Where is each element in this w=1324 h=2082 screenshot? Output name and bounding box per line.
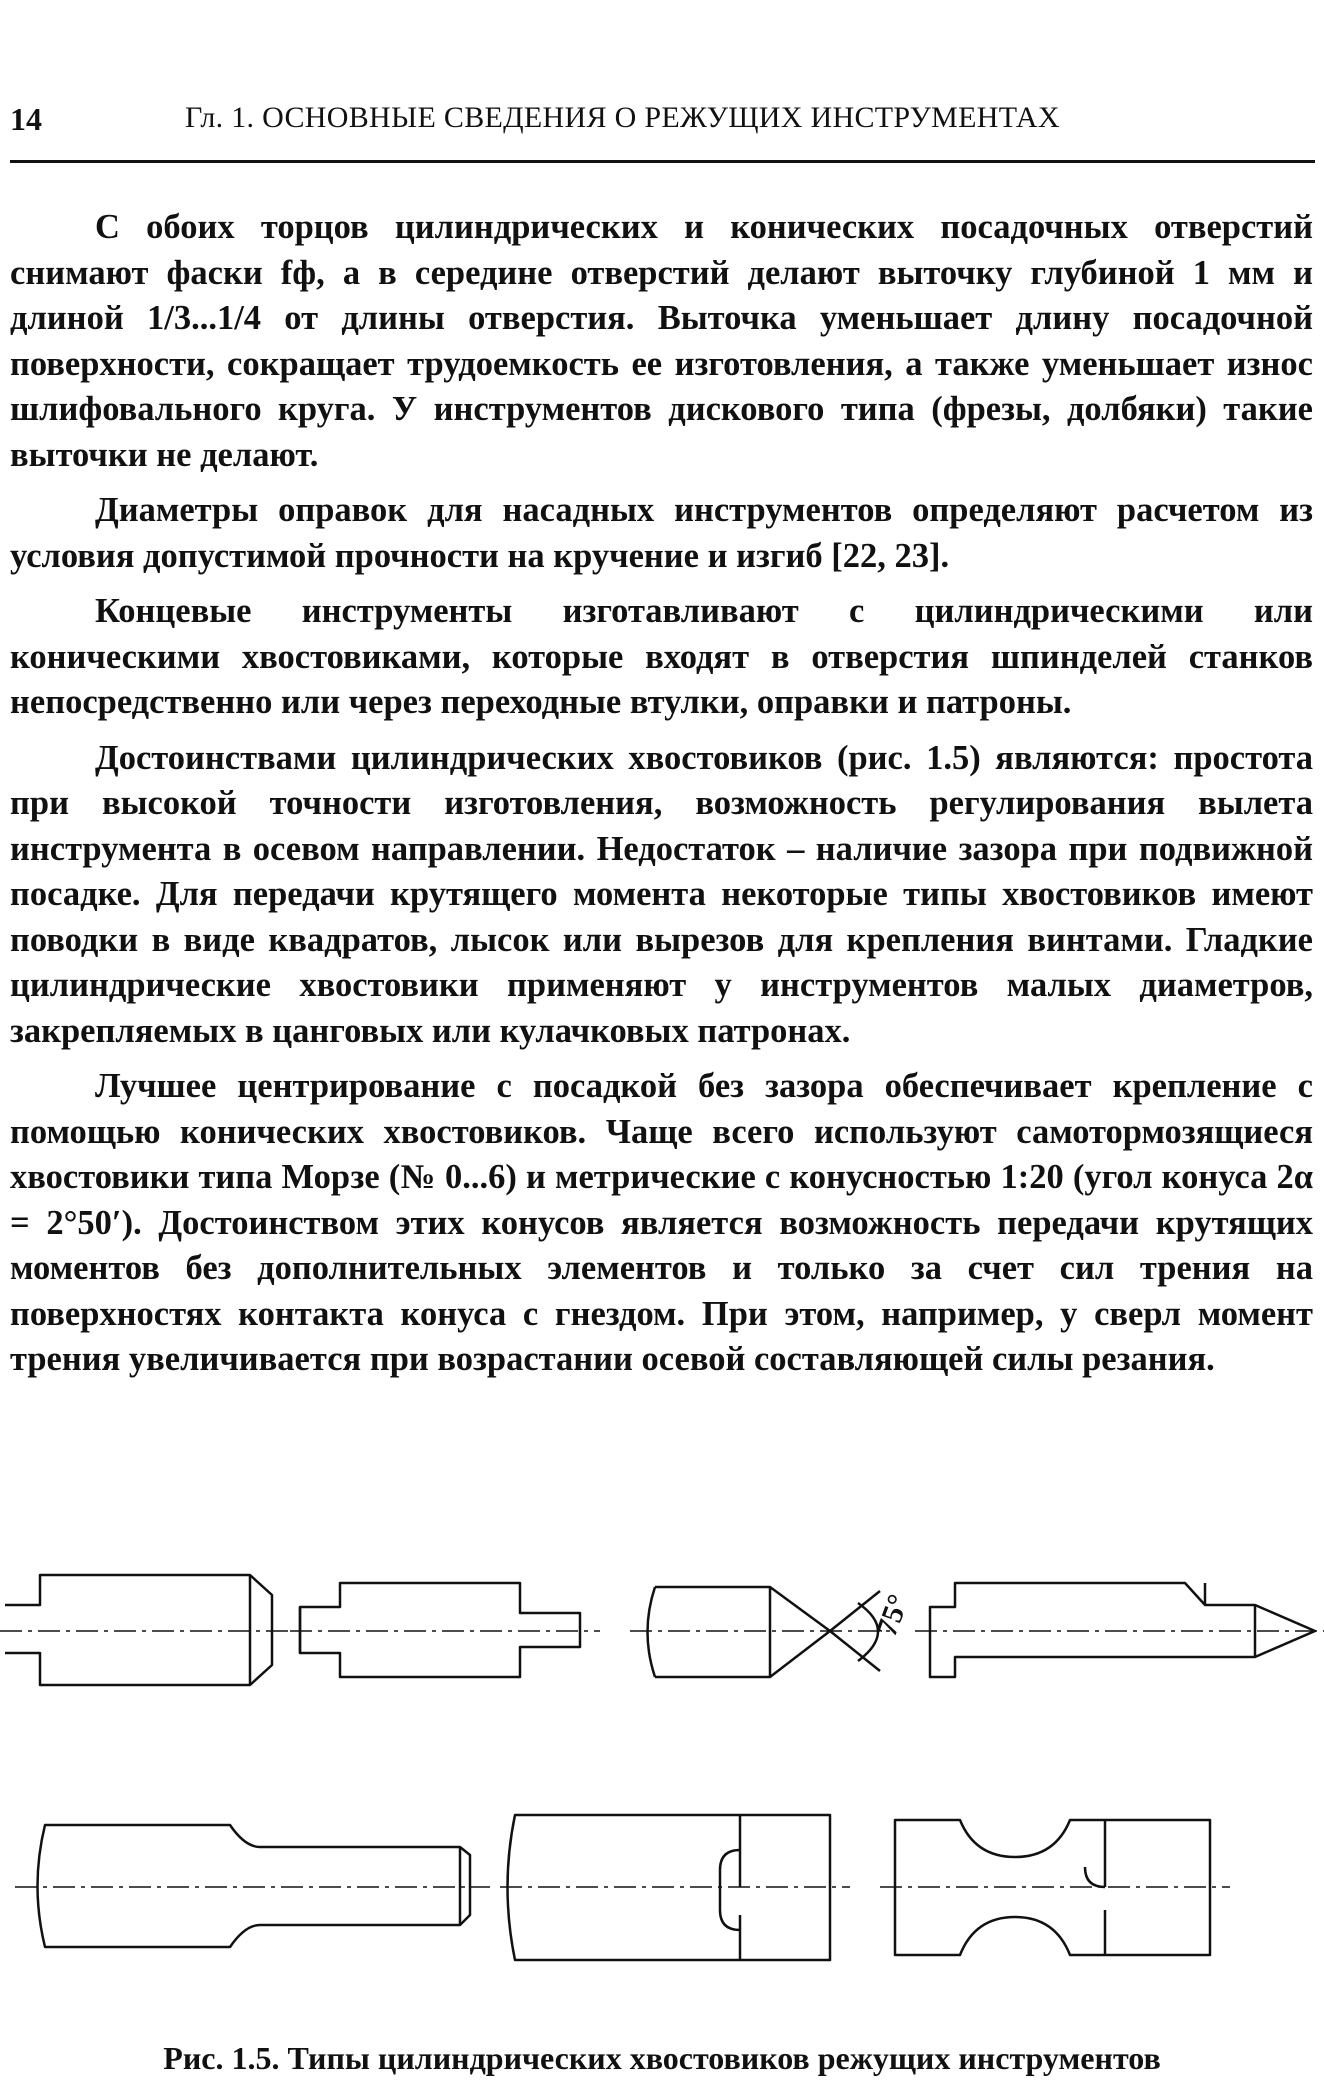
body-text xyxy=(10,205,1313,1393)
page-number: 14 xyxy=(10,101,42,137)
shank-drawing-conical-point xyxy=(648,1587,881,1677)
paragraph: Концевые инструменты изготавливают с цилиндрическими или коническими хвостовиками, которые входят в отверстия шпинделей станков непосредственно или через переходные втулки, оправки и патроны. xyxy=(10,592,1313,721)
paragraph: Диаметры оправок для насадных инструментов определяют расчетом из условия допустимой прочности на кручение и изгиб [22, 23]. xyxy=(10,491,1313,575)
figure-shank-types xyxy=(0,1495,1324,1995)
shank-drawing-stepped xyxy=(5,1575,272,1685)
angle-label: 75° xyxy=(869,1590,916,1641)
shank-drawing-necked xyxy=(38,1825,471,1947)
page-header xyxy=(10,95,1315,145)
paragraph: Достоинствами цилиндрических хвостовиков (рис. 1.5) являются: простота при высокой точности изготовления, возможность регулирования вылета инструмента в осевом направлении. Недостаток – наличие зазора при подвижной посадке. Для передачи крутящего момента некоторые типы хвостовиков имеют поводки в виде квадратов, лысок или вырезов для крепления винтами. Гладкие цилиндрические хвостовики применяют у инструментов малых диаметров, закрепляемых в цанговых или кулачковых патронах. xyxy=(10,738,1313,1050)
shank-drawing-tang xyxy=(300,1583,580,1677)
shank-drawing-flat xyxy=(930,1583,1315,1677)
shank-drawings xyxy=(0,1495,1324,2015)
paragraph: Лучшее центрирование с посадкой без зазора обеспечивает крепление с помощью конических хвостовиков. Чаще всего используют самотормозящиеся хвостовики типа Морзе (№ 0...6) и метрические с конусностью 1:20 (угол конуса 2α = 2°50′). Достоинством этих конусов является возможность передачи крутящих моментов без дополнительных элементов и только за счет сил трения на поверхностях контакта конуса с гнездом. При этом, например, у сверл момент трения увеличивается при возрастании осевой составляющей силы резания. xyxy=(10,1067,1313,1378)
header-rule xyxy=(10,160,1315,163)
figure-caption: Рис. 1.5. Типы цилиндрических хвостовиков режущих инструментов xyxy=(163,2040,1161,2076)
paragraph: С обоих торцов цилиндрических и конических посадочных отверстий снимают фаски fф, а в середине отверстий делают выточку глубиной 1 мм и длиной 1/3...1/4 от длины отверстия. Выточка уменьшает длину посадочной поверхности, сокращает трудоемкость ее изготовления, а также уменьшает износ шлифовального круга. У инструментов дискового типа (фрезы, долбяки) такие выточки не делают. xyxy=(10,208,1313,474)
running-head: Гл. 1. ОСНОВНЫЕ СВЕДЕНИЯ О РЕЖУЩИХ ИНСТРУМЕНТАХ xyxy=(185,101,1060,134)
